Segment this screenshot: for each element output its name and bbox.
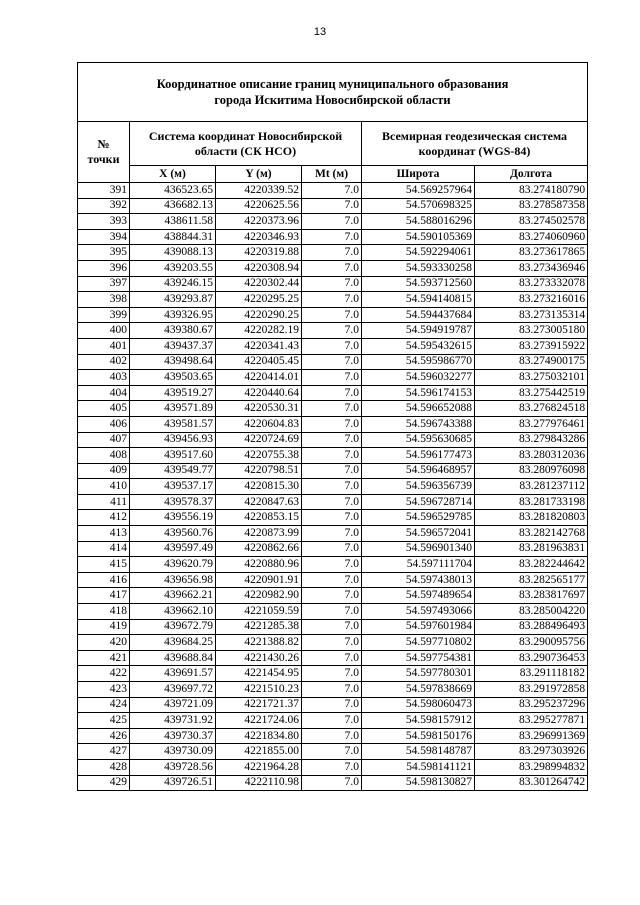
mt-cell: 7.0: [302, 588, 362, 604]
table-row: [78, 604, 588, 620]
table-row: [78, 432, 588, 448]
latitude-cell: 54.597438013: [362, 572, 475, 588]
mt-cell: 7.0: [302, 370, 362, 386]
point-number-cell: 412: [78, 510, 130, 526]
mt-cell: 7.0: [302, 416, 362, 432]
longitude-cell: 83.273005180: [475, 323, 588, 339]
latitude-cell: 54.597780301: [362, 666, 475, 682]
point-number-cell: 427: [78, 744, 130, 760]
longitude-column-header: Долгота: [475, 166, 588, 183]
page-number: 13: [313, 26, 327, 38]
latitude-cell: 54.594919787: [362, 323, 475, 339]
point-number-cell: 391: [78, 183, 130, 199]
y-cell: 4220625.56: [216, 198, 302, 214]
point-number-cell: 428: [78, 759, 130, 775]
table-row: [78, 214, 588, 230]
y-cell: 4221855.00: [216, 744, 302, 760]
x-cell: 439672.79: [130, 619, 216, 635]
local-system-header-line2: области (СК НСО): [194, 143, 297, 158]
latitude-cell: 54.596743388: [362, 416, 475, 432]
x-cell: 439517.60: [130, 448, 216, 464]
table-body: [78, 183, 588, 791]
longitude-cell: 83.273617865: [475, 245, 588, 261]
longitude-cell: 83.291118182: [475, 666, 588, 682]
longitude-cell: 83.273216016: [475, 292, 588, 308]
longitude-cell: 83.280976098: [475, 463, 588, 479]
latitude-cell: 54.594140815: [362, 292, 475, 308]
x-cell: 436523.65: [130, 183, 216, 199]
y-cell: 4220414.01: [216, 370, 302, 386]
y-cell: 4220982.90: [216, 588, 302, 604]
y-cell: 4220440.64: [216, 385, 302, 401]
longitude-cell: 83.282565177: [475, 572, 588, 588]
longitude-cell: 83.280312036: [475, 448, 588, 464]
table-row: [78, 682, 588, 698]
latitude-cell: 54.597493066: [362, 604, 475, 620]
latitude-cell: 54.593712560: [362, 276, 475, 292]
y-cell: 4221059.59: [216, 604, 302, 620]
mt-cell: 7.0: [302, 526, 362, 542]
mt-cell: 7.0: [302, 229, 362, 245]
latitude-cell: 54.597601984: [362, 619, 475, 635]
latitude-cell: 54.596728714: [362, 494, 475, 510]
point-number-cell: 413: [78, 526, 130, 542]
y-cell: 4220290.25: [216, 307, 302, 323]
x-cell: 439293.87: [130, 292, 216, 308]
latitude-cell: 54.596901340: [362, 541, 475, 557]
y-cell: 4220339.52: [216, 183, 302, 199]
longitude-cell: 83.273436946: [475, 260, 588, 276]
x-cell: 439721.09: [130, 697, 216, 713]
table-row: [78, 510, 588, 526]
latitude-cell: 54.595986770: [362, 354, 475, 370]
x-cell: 439581.57: [130, 416, 216, 432]
table-row: [78, 385, 588, 401]
y-cell: 4220724.69: [216, 432, 302, 448]
point-number-cell: 399: [78, 307, 130, 323]
longitude-cell: 83.285004220: [475, 604, 588, 620]
mt-cell: 7.0: [302, 759, 362, 775]
table-row: [78, 494, 588, 510]
latitude-cell: 54.593330258: [362, 260, 475, 276]
x-cell: 439246.15: [130, 276, 216, 292]
coordinates-table: [77, 62, 588, 791]
longitude-cell: 83.281237112: [475, 479, 588, 495]
y-cell: 4221721.37: [216, 697, 302, 713]
y-cell: 4220853.15: [216, 510, 302, 526]
mt-cell: 7.0: [302, 401, 362, 417]
mt-cell: 7.0: [302, 183, 362, 199]
mt-cell: 7.0: [302, 354, 362, 370]
y-cell: 4221454.95: [216, 666, 302, 682]
point-number-cell: 414: [78, 541, 130, 557]
point-number-cell: 402: [78, 354, 130, 370]
table-row: [78, 744, 588, 760]
mt-cell: 7.0: [302, 198, 362, 214]
mt-cell: 7.0: [302, 494, 362, 510]
latitude-cell: 54.570698325: [362, 198, 475, 214]
latitude-cell: 54.596572041: [362, 526, 475, 542]
latitude-cell: 54.592294061: [362, 245, 475, 261]
point-number-cell: 420: [78, 635, 130, 651]
y-cell: 4220346.93: [216, 229, 302, 245]
table-row: [78, 619, 588, 635]
longitude-cell: 83.274180790: [475, 183, 588, 199]
table-row: [78, 260, 588, 276]
x-cell: 439597.49: [130, 541, 216, 557]
point-number-cell: 392: [78, 198, 130, 214]
mt-cell: 7.0: [302, 245, 362, 261]
x-cell: 439326.95: [130, 307, 216, 323]
point-number-cell: 406: [78, 416, 130, 432]
y-cell: 4220282.19: [216, 323, 302, 339]
point-number-cell: 417: [78, 588, 130, 604]
table-row: [78, 557, 588, 573]
local-system-header: [130, 122, 362, 166]
y-cell: 4221510.23: [216, 682, 302, 698]
table-row: [78, 526, 588, 542]
x-cell: 439578.37: [130, 494, 216, 510]
x-cell: 439571.89: [130, 401, 216, 417]
point-number-cell: 423: [78, 682, 130, 698]
y-cell: 4220815.30: [216, 479, 302, 495]
mt-cell: 7.0: [302, 338, 362, 354]
longitude-cell: 83.274502578: [475, 214, 588, 230]
longitude-cell: 83.296991369: [475, 728, 588, 744]
x-cell: 438611.58: [130, 214, 216, 230]
mt-cell: 7.0: [302, 682, 362, 698]
point-number-cell: 425: [78, 713, 130, 729]
x-cell: 439662.21: [130, 588, 216, 604]
longitude-cell: 83.275032101: [475, 370, 588, 386]
mt-cell: 7.0: [302, 744, 362, 760]
y-cell: 4220798.51: [216, 463, 302, 479]
longitude-cell: 83.277976461: [475, 416, 588, 432]
x-cell: 439380.67: [130, 323, 216, 339]
x-cell: 439503.65: [130, 370, 216, 386]
mt-cell: 7.0: [302, 541, 362, 557]
y-cell: 4220901.91: [216, 572, 302, 588]
x-cell: 439088.13: [130, 245, 216, 261]
longitude-cell: 83.273915922: [475, 338, 588, 354]
point-number-cell: 418: [78, 604, 130, 620]
table-title: [78, 63, 588, 122]
point-number-header: [78, 122, 130, 183]
longitude-cell: 83.273332078: [475, 276, 588, 292]
y-cell: 4221388.82: [216, 635, 302, 651]
latitude-cell: 54.596468957: [362, 463, 475, 479]
latitude-cell: 54.596177473: [362, 448, 475, 464]
x-cell: 439691.57: [130, 666, 216, 682]
x-cell: 439437.37: [130, 338, 216, 354]
table-row: [78, 198, 588, 214]
mt-cell: 7.0: [302, 214, 362, 230]
mt-cell: 7.0: [302, 572, 362, 588]
y-cell: 4220319.88: [216, 245, 302, 261]
x-cell: 439537.17: [130, 479, 216, 495]
table-row: [78, 401, 588, 417]
latitude-cell: 54.594437684: [362, 307, 475, 323]
wgs-system-header-line2: координат (WGS-84): [418, 143, 531, 158]
latitude-cell: 54.597489654: [362, 588, 475, 604]
point-number-cell: 419: [78, 619, 130, 635]
x-cell: 439456.93: [130, 432, 216, 448]
longitude-cell: 83.295277871: [475, 713, 588, 729]
table-row: [78, 666, 588, 682]
mt-cell: 7.0: [302, 619, 362, 635]
x-cell: 439519.27: [130, 385, 216, 401]
point-number-cell: 401: [78, 338, 130, 354]
latitude-cell: 54.598060473: [362, 697, 475, 713]
x-cell: 439549.77: [130, 463, 216, 479]
latitude-cell: 54.597710802: [362, 635, 475, 651]
table-row: [78, 759, 588, 775]
mt-cell: 7.0: [302, 697, 362, 713]
point-number-cell: 422: [78, 666, 130, 682]
latitude-cell: 54.596529785: [362, 510, 475, 526]
table-row: [78, 775, 588, 791]
point-number-header-line2: точки: [87, 152, 120, 166]
y-cell: 4220530.31: [216, 401, 302, 417]
x-cell: 439662.10: [130, 604, 216, 620]
mt-cell: 7.0: [302, 260, 362, 276]
y-cell: 4221285.38: [216, 619, 302, 635]
table-row: [78, 541, 588, 557]
point-number-cell: 410: [78, 479, 130, 495]
x-cell: 439620.79: [130, 557, 216, 573]
mt-cell: 7.0: [302, 713, 362, 729]
mt-cell: 7.0: [302, 775, 362, 791]
latitude-cell: 54.596174153: [362, 385, 475, 401]
longitude-cell: 83.282142768: [475, 526, 588, 542]
x-cell: 439726.51: [130, 775, 216, 791]
mt-cell: 7.0: [302, 650, 362, 666]
x-cell: 439560.76: [130, 526, 216, 542]
x-cell: 439556.19: [130, 510, 216, 526]
y-cell: 4221834.80: [216, 728, 302, 744]
mt-cell: 7.0: [302, 479, 362, 495]
y-cell: 4220373.96: [216, 214, 302, 230]
latitude-cell: 54.598148787: [362, 744, 475, 760]
table-row: [78, 370, 588, 386]
point-number-cell: 400: [78, 323, 130, 339]
table-row: [78, 650, 588, 666]
table-row: [78, 245, 588, 261]
longitude-cell: 83.274060960: [475, 229, 588, 245]
mt-cell: 7.0: [302, 510, 362, 526]
mt-cell: 7.0: [302, 604, 362, 620]
table-row: [78, 479, 588, 495]
x-cell: 439730.09: [130, 744, 216, 760]
point-number-cell: 421: [78, 650, 130, 666]
y-cell: 4220308.94: [216, 260, 302, 276]
point-number-cell: 429: [78, 775, 130, 791]
mt-cell: 7.0: [302, 448, 362, 464]
table-row: [78, 728, 588, 744]
table-row: [78, 448, 588, 464]
point-number-cell: 424: [78, 697, 130, 713]
mt-cell: 7.0: [302, 292, 362, 308]
latitude-cell: 54.598150176: [362, 728, 475, 744]
latitude-cell: 54.590105369: [362, 229, 475, 245]
longitude-cell: 83.290095756: [475, 635, 588, 651]
y-cell: 4220341.43: [216, 338, 302, 354]
table-row: [78, 572, 588, 588]
point-number-cell: 398: [78, 292, 130, 308]
table-row: [78, 292, 588, 308]
table-title-line2: города Искитима Новосибирской области: [214, 93, 451, 107]
x-cell: 436682.13: [130, 198, 216, 214]
y-cell: 4220847.63: [216, 494, 302, 510]
point-number-cell: 394: [78, 229, 130, 245]
latitude-cell: 54.598157912: [362, 713, 475, 729]
latitude-cell: 54.597754381: [362, 650, 475, 666]
point-number-cell: 395: [78, 245, 130, 261]
longitude-cell: 83.295237296: [475, 697, 588, 713]
table-row: [78, 307, 588, 323]
longitude-cell: 83.281820803: [475, 510, 588, 526]
latitude-cell: 54.597838669: [362, 682, 475, 698]
point-number-cell: 396: [78, 260, 130, 276]
longitude-cell: 83.301264742: [475, 775, 588, 791]
mt-column-header: Mt (м): [302, 166, 362, 183]
point-number-cell: 416: [78, 572, 130, 588]
point-number-cell: 407: [78, 432, 130, 448]
x-cell: 439688.84: [130, 650, 216, 666]
y-column-header: Y (м): [216, 166, 302, 183]
x-cell: 439203.55: [130, 260, 216, 276]
longitude-cell: 83.281963831: [475, 541, 588, 557]
point-number-cell: 409: [78, 463, 130, 479]
longitude-cell: 83.274900175: [475, 354, 588, 370]
latitude-cell: 54.588016296: [362, 214, 475, 230]
x-cell: 439498.64: [130, 354, 216, 370]
table-row: [78, 697, 588, 713]
latitude-cell: 54.595432615: [362, 338, 475, 354]
y-cell: 4220880.96: [216, 557, 302, 573]
latitude-cell: 54.597111704: [362, 557, 475, 573]
longitude-cell: 83.279843286: [475, 432, 588, 448]
latitude-column-header: Широта: [362, 166, 475, 183]
y-cell: 4220295.25: [216, 292, 302, 308]
x-cell: 439728.56: [130, 759, 216, 775]
table-title-line1: Координатное описание границ муниципального образования: [156, 77, 509, 91]
x-cell: 439697.72: [130, 682, 216, 698]
y-cell: 4220405.45: [216, 354, 302, 370]
y-cell: 4221964.28: [216, 759, 302, 775]
latitude-cell: 54.598130827: [362, 775, 475, 791]
table-row: [78, 416, 588, 432]
y-cell: 4222110.98: [216, 775, 302, 791]
latitude-cell: 54.595630685: [362, 432, 475, 448]
y-cell: 4220862.66: [216, 541, 302, 557]
longitude-cell: 83.276824518: [475, 401, 588, 417]
point-number-cell: 397: [78, 276, 130, 292]
mt-cell: 7.0: [302, 728, 362, 744]
mt-cell: 7.0: [302, 463, 362, 479]
longitude-cell: 83.281733198: [475, 494, 588, 510]
longitude-cell: 83.282244642: [475, 557, 588, 573]
latitude-cell: 54.596652088: [362, 401, 475, 417]
mt-cell: 7.0: [302, 385, 362, 401]
mt-cell: 7.0: [302, 557, 362, 573]
point-number-cell: 411: [78, 494, 130, 510]
longitude-cell: 83.275442519: [475, 385, 588, 401]
longitude-cell: 83.297303926: [475, 744, 588, 760]
longitude-cell: 83.291972858: [475, 682, 588, 698]
longitude-cell: 83.278587358: [475, 198, 588, 214]
y-cell: 4220873.99: [216, 526, 302, 542]
latitude-cell: 54.596356739: [362, 479, 475, 495]
x-cell: 439730.37: [130, 728, 216, 744]
y-cell: 4220302.44: [216, 276, 302, 292]
mt-cell: 7.0: [302, 276, 362, 292]
mt-cell: 7.0: [302, 666, 362, 682]
x-cell: 439684.25: [130, 635, 216, 651]
longitude-cell: 83.290736453: [475, 650, 588, 666]
longitude-cell: 83.288496493: [475, 619, 588, 635]
table-row: [78, 338, 588, 354]
x-cell: 439656.98: [130, 572, 216, 588]
table-row: [78, 229, 588, 245]
table-row: [78, 635, 588, 651]
wgs-system-header: [362, 122, 588, 166]
y-cell: 4220755.38: [216, 448, 302, 464]
table-row: [78, 323, 588, 339]
point-number-cell: 426: [78, 728, 130, 744]
point-number-header-line1: №: [97, 137, 110, 151]
longitude-cell: 83.283817697: [475, 588, 588, 604]
longitude-cell: 83.273135314: [475, 307, 588, 323]
table-row: [78, 588, 588, 604]
point-number-cell: 408: [78, 448, 130, 464]
point-number-cell: 404: [78, 385, 130, 401]
table-row: [78, 354, 588, 370]
mt-cell: 7.0: [302, 635, 362, 651]
table-row: [78, 276, 588, 292]
y-cell: 4220604.83: [216, 416, 302, 432]
y-cell: 4221430.26: [216, 650, 302, 666]
local-system-header-line1: Система координат Новосибирской: [148, 128, 343, 143]
latitude-cell: 54.598141121: [362, 759, 475, 775]
point-number-cell: 405: [78, 401, 130, 417]
x-cell: 438844.31: [130, 229, 216, 245]
x-column-header: X (м): [130, 166, 216, 183]
latitude-cell: 54.596032277: [362, 370, 475, 386]
mt-cell: 7.0: [302, 432, 362, 448]
x-cell: 439731.92: [130, 713, 216, 729]
mt-cell: 7.0: [302, 307, 362, 323]
table-row: [78, 463, 588, 479]
y-cell: 4221724.06: [216, 713, 302, 729]
point-number-cell: 415: [78, 557, 130, 573]
latitude-cell: 54.569257964: [362, 183, 475, 199]
table-row: [78, 713, 588, 729]
mt-cell: 7.0: [302, 323, 362, 339]
wgs-system-header-line1: Всемирная геодезическая система: [382, 128, 568, 143]
point-number-cell: 393: [78, 214, 130, 230]
longitude-cell: 83.298994832: [475, 759, 588, 775]
point-number-cell: 403: [78, 370, 130, 386]
table-row: [78, 183, 588, 199]
